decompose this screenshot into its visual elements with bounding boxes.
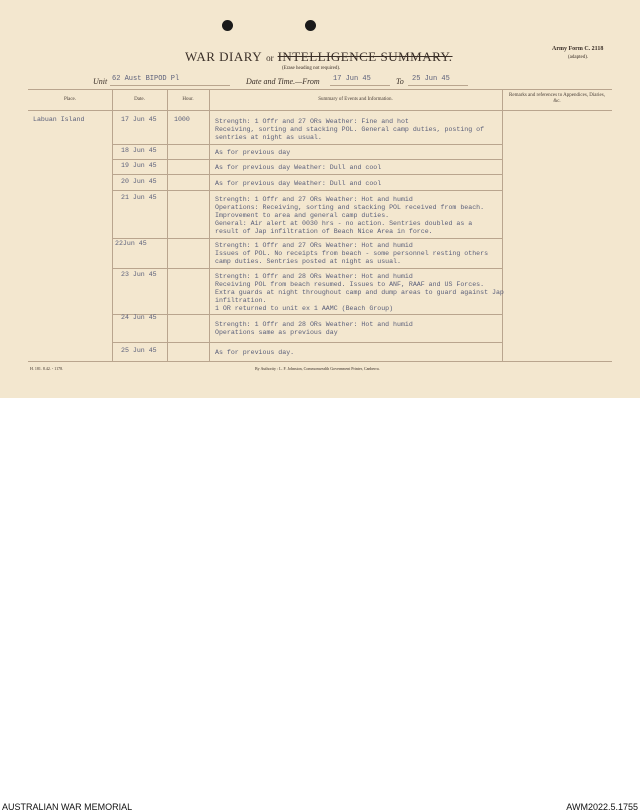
print-code: H. 181. 8.42. - 1178.: [30, 366, 64, 371]
entry-hour: 1000: [174, 116, 190, 123]
column-header-place: Place.: [63, 97, 77, 102]
entry-text-line: result of Jap infiltration of Beach Nice Area in force.: [215, 228, 433, 235]
entry-text-line: Receiving, sorting and stacking POL. General camp duties, posting of: [215, 126, 485, 133]
column-divider: [502, 89, 503, 362]
entry-text-line: Strength: 1 Offr and 27 ORs Weather: Fine and hot: [215, 118, 409, 125]
entry-date: 23 Jun 45: [121, 271, 157, 278]
entry-text-line: Strength: 1 Offr and 27 ORs Weather: Hot and humid: [215, 196, 413, 203]
entry-text-line: Operations same as previous day: [215, 329, 338, 336]
entry-date: 25 Jun 45: [121, 347, 157, 354]
row-rule: [112, 159, 502, 160]
title-struck: INTELLIGENCE SUMMARY.: [277, 49, 453, 64]
entry-text-line: Receiving POL from beach resumed. Issues to ANF, RAAF and US Forces.: [215, 281, 485, 288]
date-from-value: 17 Jun 45: [333, 75, 371, 83]
printer-authority: By Authority : L. F. Johnston, Commonwealth Government Printer, Canberra.: [255, 366, 380, 371]
entry-text-line: infiltration.: [215, 297, 267, 304]
diary-sheet: [0, 0, 640, 398]
entry-text-line: Strength: 1 Offr and 27 ORs Weather: Hot and humid: [215, 242, 413, 249]
unit-value: 62 Aust BIPOD Pl: [112, 75, 180, 83]
entry-date: 21 Jun 45: [121, 194, 157, 201]
column-header-remarks: Remarks and references to Appendices, Diaries, &c.: [509, 93, 605, 104]
entry-date: 18 Jun 45: [121, 147, 157, 154]
date-to-label: To: [396, 77, 404, 86]
unit-underline: [110, 85, 230, 86]
entry-text-line: Extra guards at night throughout camp and dump areas to guard against Jap: [215, 289, 504, 296]
date-to-value: 25 Jun 45: [412, 75, 450, 83]
entry-text-line: Improvement to area and general camp duties.: [215, 212, 390, 219]
punch-hole: [222, 20, 233, 31]
entry-text-line: Strength: 1 Offr and 28 ORs Weather: Hot and humid: [215, 321, 413, 328]
date-from-label: Date and Time.—From: [246, 77, 320, 86]
entry-text-line: 1 OR returned to unit ex 1 AAMC (Beach Group): [215, 305, 394, 312]
entry-text-line: Operations: Receiving, sorting and stacking POL received from beach.: [215, 204, 485, 211]
title-note: (Erase heading not required).: [282, 66, 341, 71]
entry-text-line: As for previous day: [215, 149, 291, 156]
column-header-hour: Hour.: [182, 97, 194, 102]
form-code: Army Form C. 2118: [552, 46, 604, 52]
archive-footer: [0, 398, 640, 812]
column-divider: [167, 89, 168, 362]
date-to-underline: [408, 85, 468, 86]
title-or: or: [266, 53, 274, 63]
entry-text-line: General: Air alert at 0030 hrs - no action. Sentries doubled as a: [215, 220, 473, 227]
punch-hole: [305, 20, 316, 31]
row-rule: [112, 314, 502, 315]
table-top-rule: [28, 89, 612, 90]
entry-place: Labuan Island: [33, 116, 85, 123]
table-bottom-rule: [28, 361, 612, 362]
column-divider: [209, 89, 210, 362]
entry-date: 22Jun 45: [115, 240, 147, 247]
entry-date: 19 Jun 45: [121, 162, 157, 169]
form-note: (adapted).: [568, 55, 589, 60]
document-title: [185, 48, 453, 66]
archive-name: AUSTRALIAN WAR MEMORIAL: [2, 802, 133, 812]
row-rule: [112, 190, 502, 191]
entry-text-line: camp duties. Sentries posted at night as usual.: [215, 258, 401, 265]
entry-date: 17 Jun 45: [121, 116, 157, 123]
entry-date: 20 Jun 45: [121, 178, 157, 185]
row-rule: [112, 144, 502, 145]
date-from-underline: [330, 85, 390, 86]
entry-text-line: Issues of POL. No receipts from beach - some personnel resting others: [215, 250, 489, 257]
row-rule: [112, 238, 502, 239]
entry-date: 24 Jun 45: [121, 314, 157, 321]
entry-text-line: As for previous day Weather: Dull and cool: [215, 164, 382, 171]
entry-text-line: sentries at night as usual.: [215, 134, 322, 141]
entry-text-line: Strength: 1 Offr and 28 ORs Weather: Hot and humid: [215, 273, 413, 280]
column-header-date: Date.: [134, 97, 145, 102]
row-rule: [112, 342, 502, 343]
title-main: WAR DIARY: [185, 49, 263, 64]
table-header-rule: [28, 110, 612, 111]
row-rule: [112, 268, 502, 269]
column-header-summary: Summary of Events and Information.: [318, 97, 393, 102]
column-divider: [112, 89, 113, 362]
entry-text-line: As for previous day Weather: Dull and cool: [215, 180, 382, 187]
archive-reference: AWM2022.5.1755: [566, 802, 638, 812]
unit-label: Unit: [93, 77, 108, 86]
entry-text-line: As for previous day.: [215, 349, 295, 356]
row-rule: [112, 174, 502, 175]
